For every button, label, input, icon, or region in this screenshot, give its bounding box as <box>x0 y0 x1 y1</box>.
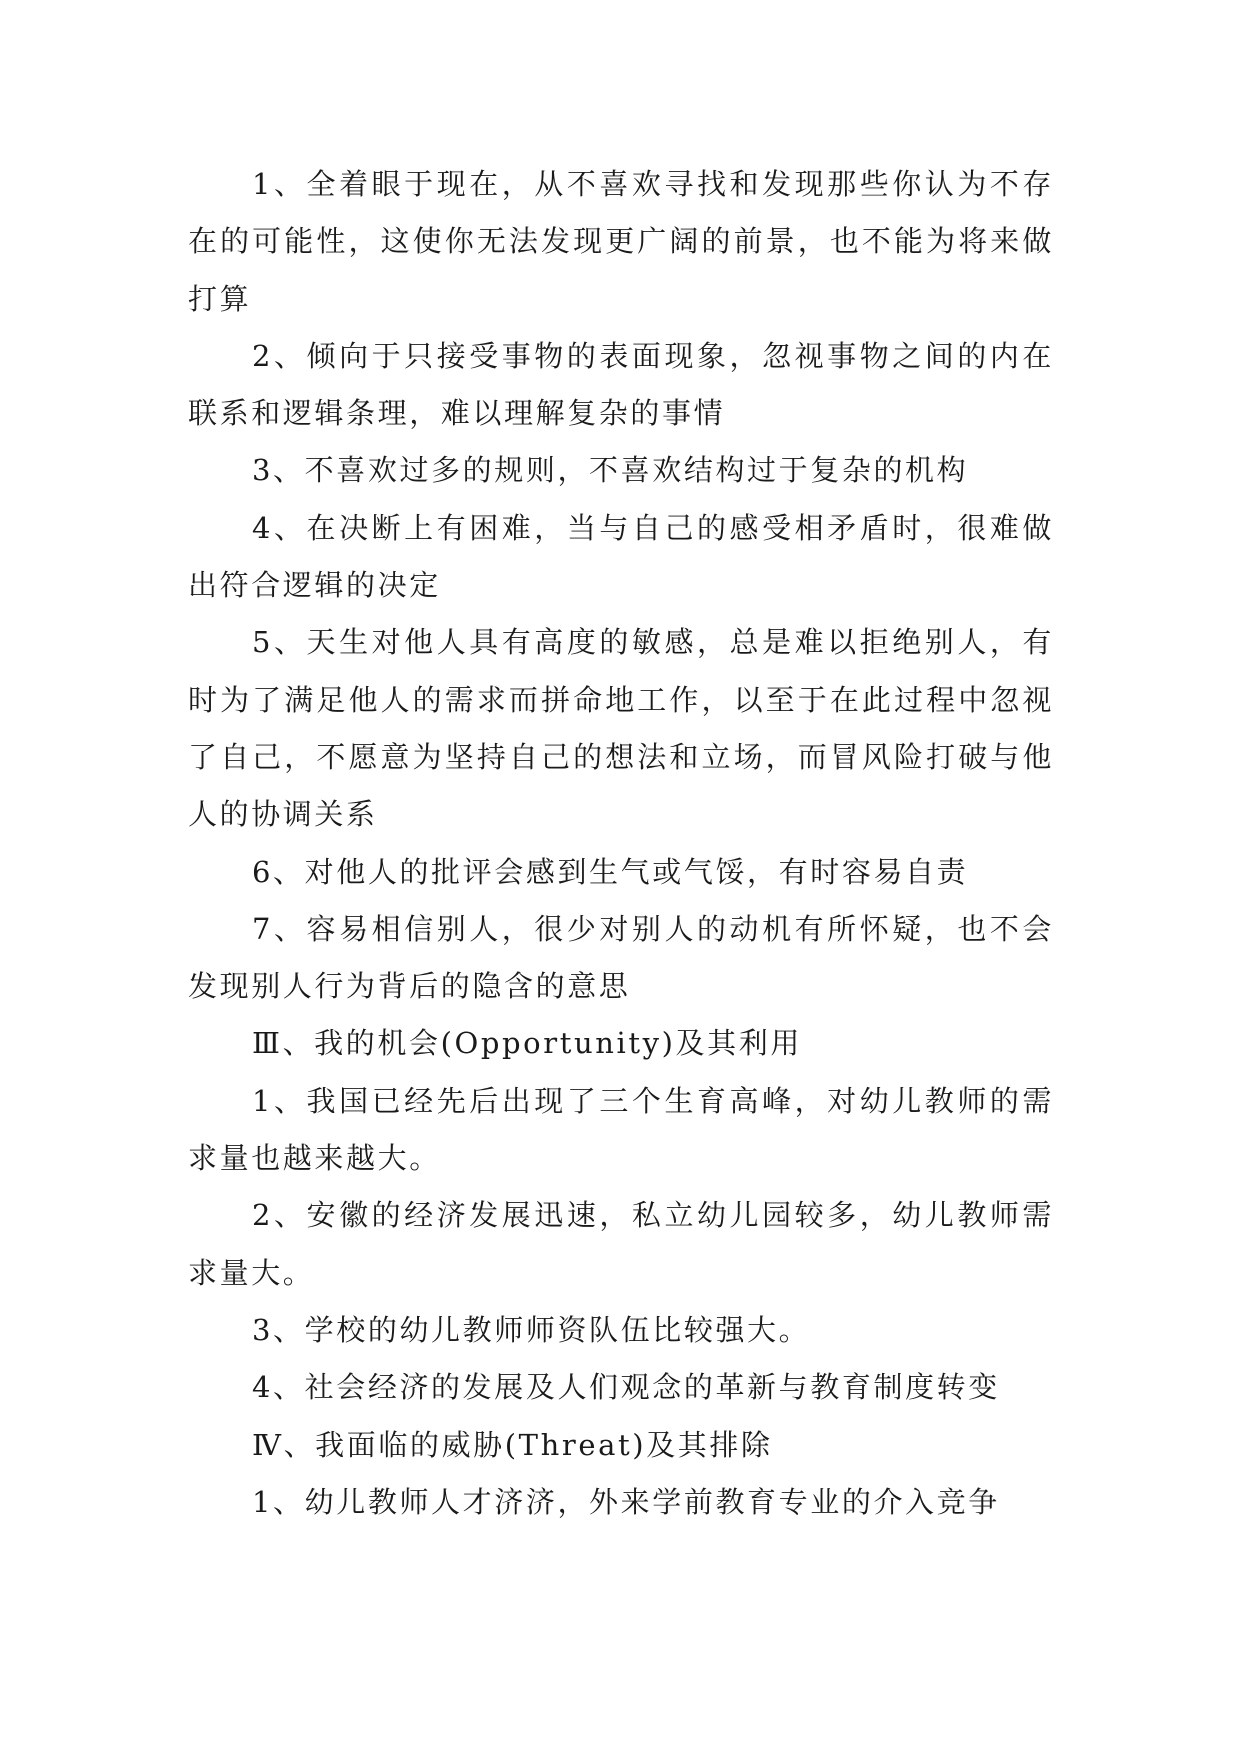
paragraph: 5、天生对他人具有高度的敏感，总是难以拒绝别人，有时为了满足他人的需求而拼命地工作，以至于在此过程中忽视了自己，不愿意为坚持自己的想法和立场，而冒风险打破与他人的协调关系 <box>188 625 1054 832</box>
paragraph: 2、倾向于只接受事物的表面现象，忽视事物之间的内在联系和逻辑条理，难以理解复杂的事情 <box>188 338 1054 431</box>
paragraph: 1、幼儿教师人才济济，外来学前教育专业的介入竞争 <box>252 1484 1000 1519</box>
paragraph: 6、对他人的批评会感到生气或气馁，有时容易自责 <box>252 854 969 889</box>
section-heading: Ⅳ、我面临的威胁(Threat)及其排除 <box>252 1427 773 1462</box>
paragraph: 2、安徽的经济发展迅速，私立幼儿园较多，幼儿教师需求量大。 <box>188 1198 1054 1290</box>
document-body <box>188 156 1054 1531</box>
section-heading: Ⅲ、我的机会(Opportunity)及其利用 <box>252 1026 802 1061</box>
paragraph: 3、不喜欢过多的规则，不喜欢结构过于复杂的机构 <box>252 453 969 488</box>
paragraph: 4、社会经济的发展及人们观念的革新与教育制度转变 <box>252 1370 1000 1405</box>
paragraph: 3、学校的幼儿教师师资队伍比较强大。 <box>252 1312 811 1347</box>
paragraph: 1、我国已经先后出现了三个生育高峰，对幼儿教师的需求量也越来越大。 <box>188 1083 1054 1176</box>
paragraph: 1、全着眼于现在，从不喜欢寻找和发现那些你认为不存在的可能性，这使你无法发现更广阔的前景，也不能为将来做打算 <box>188 167 1054 316</box>
paragraph: 7、容易相信别人，很少对别人的动机有所怀疑，也不会发现别人行为背后的隐含的意思 <box>188 911 1054 1004</box>
paragraph: 4、在决断上有困难，当与自己的感受相矛盾时，很难做出符合逻辑的决定 <box>188 510 1054 603</box>
